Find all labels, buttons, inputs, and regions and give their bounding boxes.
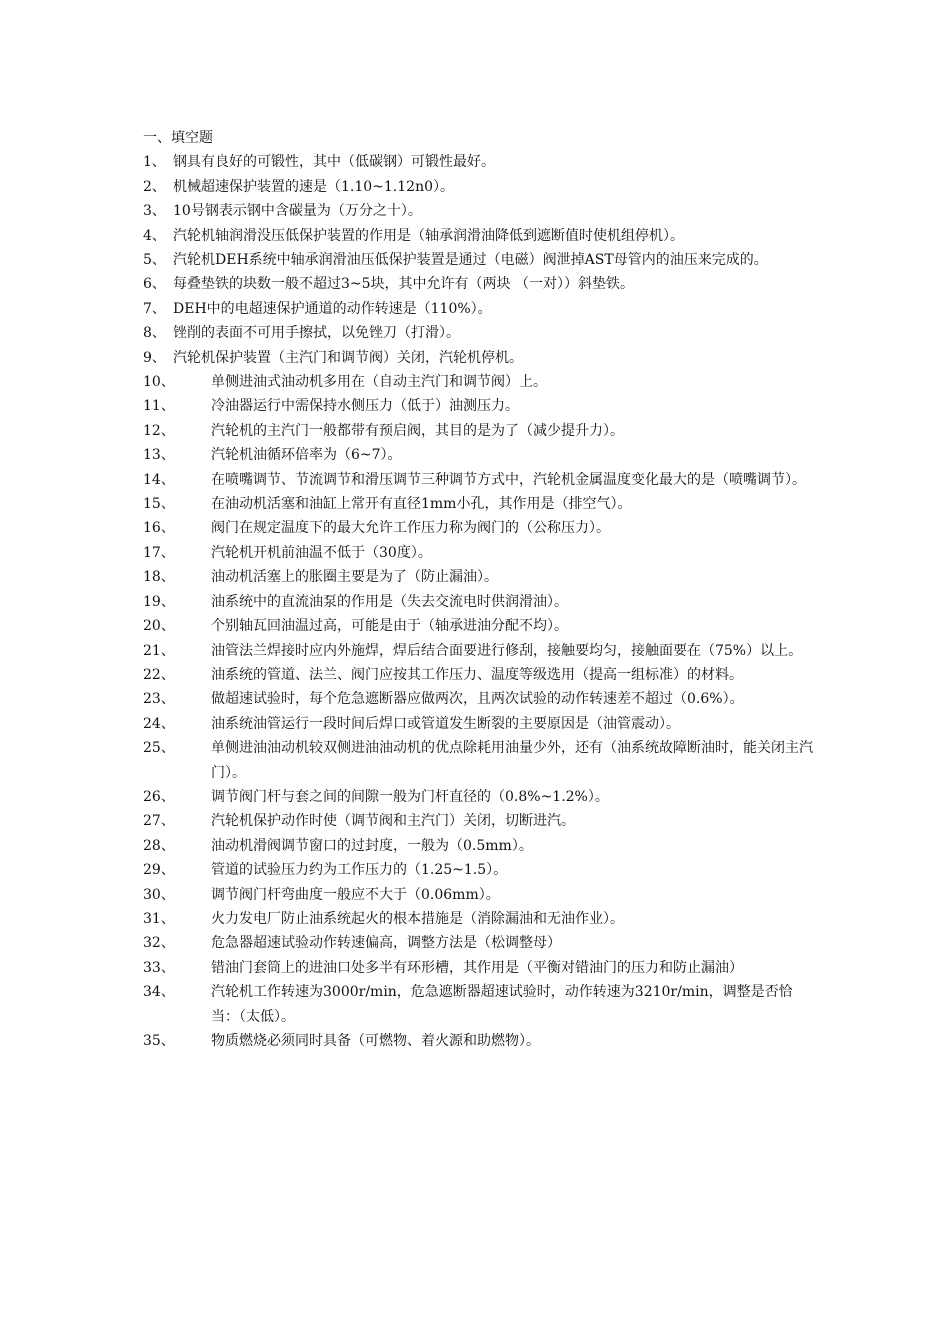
question-list xyxy=(143,126,813,1053)
question-item xyxy=(143,150,813,174)
question-text: 油系统中的直流油泵的作用是（失去交流电时供润滑油）。 xyxy=(211,593,568,610)
question-item xyxy=(143,175,813,199)
question-item xyxy=(143,224,813,248)
question-item xyxy=(143,956,813,980)
question-item xyxy=(143,907,813,931)
question-item xyxy=(143,614,813,638)
question-number: 20、 xyxy=(143,618,175,635)
question-number: 33、 xyxy=(143,959,175,976)
question-item xyxy=(143,883,813,907)
question-item xyxy=(143,272,813,296)
question-text: 油系统油管运行一段时间后焊口或管道发生断裂的主要原因是（油管震动）。 xyxy=(211,715,680,732)
question-number: 35、 xyxy=(143,1033,175,1050)
question-number: 32、 xyxy=(143,935,175,952)
question-item xyxy=(143,663,813,687)
question-number: 1、 xyxy=(143,154,166,171)
question-text: 管道的试验压力约为工作压力的（1.25~1.5）。 xyxy=(211,862,508,879)
question-text: 10号钢表示钢中含碳量为（万分之十）。 xyxy=(173,203,422,220)
question-text: 物质燃烧必须同时具备（可燃物、着火源和助燃物）。 xyxy=(211,1033,540,1050)
question-text: 危急器超速试验动作转速偏高，调整方法是（松调整母） xyxy=(211,935,561,952)
question-item xyxy=(143,1029,813,1053)
question-text: 汽轮机油循环倍率为（6~7）。 xyxy=(211,447,402,464)
question-number: 28、 xyxy=(143,837,175,854)
question-text: 调节阀门杆与套之间的间隙一般为门杆直径的（0.8%~1.2%）。 xyxy=(211,788,609,805)
question-number: 5、 xyxy=(143,252,166,269)
question-number: 23、 xyxy=(143,691,175,708)
question-number: 18、 xyxy=(143,569,175,586)
question-item xyxy=(143,346,813,370)
question-number: 31、 xyxy=(143,910,175,927)
question-text: 汽轮机保护装置（主汽门和调节阀）关闭，汽轮机停机。 xyxy=(173,349,523,366)
question-text: 做超速试验时，每个危急遮断器应做两次，且两次试验的动作转速差不超过（0.6%）。 xyxy=(211,691,744,708)
question-number: 11、 xyxy=(143,398,175,415)
question-text: DEH中的电超速保护通道的动作转速是（110%）。 xyxy=(173,300,492,317)
question-item xyxy=(143,980,813,1029)
question-item xyxy=(143,858,813,882)
question-text: 机械超速保护装置的速是（1.10~1.12n0）。 xyxy=(173,178,454,195)
question-number: 17、 xyxy=(143,544,175,561)
question-text: 汽轮机保护动作时使（调节阀和主汽门）关闭，切断进汽。 xyxy=(211,813,575,830)
question-number: 16、 xyxy=(143,520,175,537)
question-number: 34、 xyxy=(143,984,175,1001)
question-item xyxy=(143,492,813,516)
question-item xyxy=(143,931,813,955)
question-text: 单侧进油式油动机多用在（自动主汽门和调节阀）上。 xyxy=(211,374,547,391)
section-title: 一、填空题 xyxy=(143,130,213,146)
question-text: 汽轮机开机前油温不低于（30度）。 xyxy=(211,544,432,561)
question-text: 阀门在规定温度下的最大允许工作压力称为阀门的（公称压力）。 xyxy=(211,520,610,537)
question-number: 15、 xyxy=(143,496,175,513)
question-item xyxy=(143,687,813,711)
question-text: 错油门套筒上的进油口处多半有环形槽，其作用是（平衡对错油门的压力和防止漏油） xyxy=(211,959,743,976)
question-item xyxy=(143,468,813,492)
question-text: 油动机滑阀调节窗口的过封度，一般为（0.5mm）。 xyxy=(211,837,533,854)
question-item xyxy=(143,639,813,663)
question-text: 油动机活塞上的胀圈主要是为了（防止漏油）。 xyxy=(211,569,498,586)
question-number: 10、 xyxy=(143,374,175,391)
question-item xyxy=(143,516,813,540)
question-number: 9、 xyxy=(143,349,166,366)
question-text: 油管法兰焊接时应内外施焊，焊后结合面要进行修刮，接触要均匀，接触面要在（75%）以上。 xyxy=(211,642,803,659)
question-item xyxy=(143,370,813,394)
question-text: 在油动机活塞和油缸上常开有直径1mm小孔，其作用是（排空气）。 xyxy=(211,496,632,513)
question-item xyxy=(143,248,813,272)
question-number: 24、 xyxy=(143,715,175,732)
question-number: 7、 xyxy=(143,300,166,317)
question-item xyxy=(143,297,813,321)
question-number: 29、 xyxy=(143,862,175,879)
question-text: 钢具有良好的可锻性，其中（低碳钢）可锻性最好。 xyxy=(173,154,495,171)
question-item xyxy=(143,419,813,443)
question-item xyxy=(143,394,813,418)
question-number: 22、 xyxy=(143,666,175,683)
question-number: 27、 xyxy=(143,813,175,830)
question-text: 每叠垫铁的块数一般不超过3~5块，其中允许有（两块 （一对））斜垫铁。 xyxy=(173,276,634,293)
question-number: 2、 xyxy=(143,178,166,195)
question-item xyxy=(143,565,813,589)
question-text: 汽轮机的主汽门一般都带有预启阀，其目的是为了（减少提升力）。 xyxy=(211,422,624,439)
question-number: 26、 xyxy=(143,788,175,805)
question-number: 25、 xyxy=(143,740,175,757)
question-item xyxy=(143,443,813,467)
question-text: 锉削的表面不可用手擦拭，以免锉刀（打滑）。 xyxy=(173,325,460,342)
question-item xyxy=(143,785,813,809)
question-item xyxy=(143,809,813,833)
question-text: 汽轮机轴润滑没压低保护装置的作用是（轴承润滑油降低到遮断值时使机组停机）。 xyxy=(173,227,684,244)
question-number: 21、 xyxy=(143,642,175,659)
question-number: 8、 xyxy=(143,325,166,342)
question-text: 冷油器运行中需保持水侧压力（低于）油测压力。 xyxy=(211,398,519,415)
question-item xyxy=(143,590,813,614)
question-number: 4、 xyxy=(143,227,166,244)
question-item xyxy=(143,834,813,858)
question-number: 6、 xyxy=(143,276,166,293)
question-text: 汽轮机DEH系统中轴承润滑油压低保护装置是通过（电磁）阀泄掉AST母管内的油压来完成的。 xyxy=(173,252,768,269)
question-number: 19、 xyxy=(143,593,175,610)
question-item xyxy=(143,199,813,223)
question-number: 30、 xyxy=(143,886,175,903)
question-text: 在喷嘴调节、节流调节和滑压调节三种调节方式中，汽轮机金属温度变化最大的是（喷嘴调节）。 xyxy=(211,471,806,488)
question-text: 单侧进油油动机较双侧进油油动机的优点除耗用油量少外，还有（油系统故障断油时，能关闭主汽门）。 xyxy=(211,740,813,781)
question-number: 13、 xyxy=(143,447,175,464)
question-text: 个别轴瓦回油温过高，可能是由于（轴承进油分配不均）。 xyxy=(211,618,568,635)
question-number: 14、 xyxy=(143,471,175,488)
question-number: 3、 xyxy=(143,203,166,220)
question-number: 12、 xyxy=(143,422,175,439)
question-item xyxy=(143,712,813,736)
question-text: 汽轮机工作转速为3000r/min，危急遮断器超速试验时，动作转速为3210r/min，调整是否恰当：（太低）。 xyxy=(211,984,793,1025)
question-text: 调节阀门杆弯曲度一般应不大于（0.06mm）。 xyxy=(211,886,500,903)
question-item xyxy=(143,541,813,565)
question-item xyxy=(143,321,813,345)
question-text: 火力发电厂防止油系统起火的根本措施是（消除漏油和无油作业）。 xyxy=(211,910,624,927)
question-text: 油系统的管道、法兰、阀门应按其工作压力、温度等级选用（提高一组标准）的材料。 xyxy=(211,666,743,683)
question-item xyxy=(143,736,813,785)
